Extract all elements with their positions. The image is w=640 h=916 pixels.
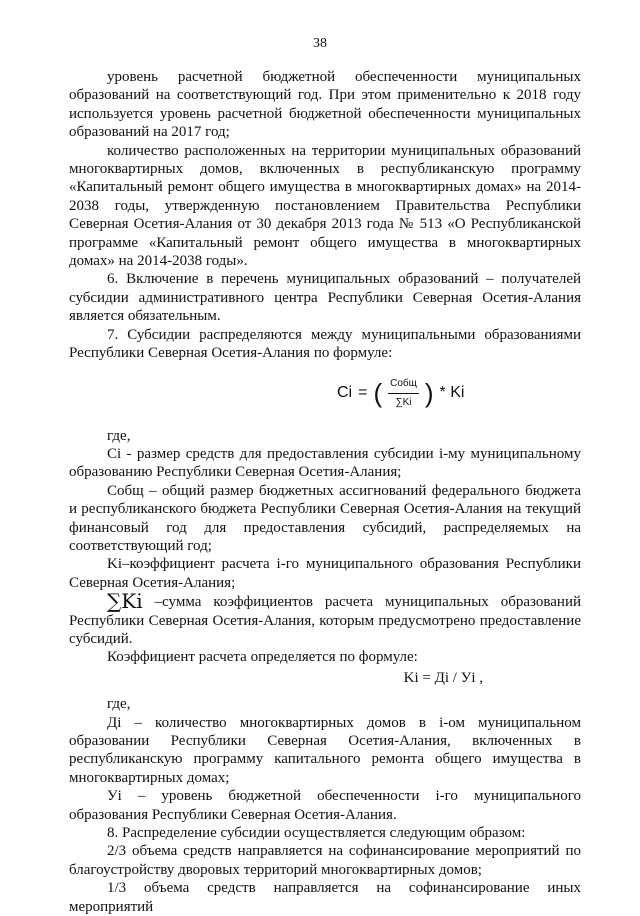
formula-fraction xyxy=(388,375,419,413)
definition xyxy=(69,589,581,648)
paragraph: 8. Распределение субсидии осуществляется следующим образом: xyxy=(107,825,526,842)
paragraph: 6. Включение в перечень муниципальных образований – получателей субсидии административного центра Республики Северная Осетия-Алания является обязательным. xyxy=(69,271,581,325)
formula-lhs: Ci xyxy=(337,384,353,402)
formula-tail: * Ki xyxy=(439,384,465,402)
document-body xyxy=(69,68,581,916)
definition: Дi – количество многоквартирных домов в i-ом муниципальном образовании Республики Северная Осетия-Алания, включенных в республиканскую программу капитального ремонта общего имущества в многоквартирных домах; xyxy=(69,714,581,786)
formula-equals: = xyxy=(358,384,368,402)
fraction-denominator: ∑Ki xyxy=(395,396,412,408)
paragraph: уровень расчетной бюджетной обеспеченности муниципальных образований на соответствующий год. При этом применительно к 2018 году используется уровень расчетной бюджетной обеспеченности муниципальных образований на 2017 год; xyxy=(69,69,581,141)
paragraph: 1/3 объема средств направляется на софинансирование иных мероприятий xyxy=(69,880,581,915)
paren-left-icon: ( xyxy=(373,378,383,409)
coefficient-formula: Ki = Дi / Уi , xyxy=(403,669,483,686)
definition: Ki–коэффициент расчета i-го муниципального образования Республики Северная Осетия-Алания; xyxy=(69,556,581,591)
definition: Уi – уровень бюджетной обеспеченности i-го муниципального образования Республики Северная Осетия-Алания. xyxy=(69,788,581,823)
paragraph: количество расположенных на территории муниципальных образований многоквартирных домов, включенных в республиканскую программу «Капитальный ремонт общего имущества в многоквартирных домах» на 2014-2038 годы, утвержденную постановлением Правительства Республики Северная Осетия-Алания от 30 декабря 2013 года № 513 «О Республиканской программе «Капитальный ремонт общего имущества в многоквартирных домах» на 2014-2038 годы». xyxy=(69,142,581,270)
where-label: где, xyxy=(107,696,131,713)
paragraph: Коэффициент расчета определяется по формуле: xyxy=(107,649,418,666)
definition: Ci - размер средств для предоставления субсидии i-му муниципальному образованию Республики Северная Осетия-Алания; xyxy=(69,445,581,481)
paragraph: 2/3 объема средств направляется на софинансирование мероприятий по благоустройству дворовых территорий многоквартирных домов; xyxy=(69,843,581,878)
sum-symbol: ∑Ki xyxy=(107,589,143,614)
paragraph: 7. Субсидии распределяются между муниципальными образованиями Республики Северная Осетия-Алания по формуле: xyxy=(69,326,581,362)
page-number: 38 xyxy=(313,36,327,51)
fraction-numerator: Cобщ xyxy=(388,375,419,394)
definition: Cобщ – общий размер бюджетных ассигнований федерального бюджета и республиканского бюджета Республики Северная Осетия-Алания на текущий финансовый год для предоставления субсидий, распределяемых на соответствующий год; xyxy=(69,482,581,554)
paren-right-icon: ) xyxy=(424,378,434,409)
subsidy-formula xyxy=(69,363,581,427)
where-label: где, xyxy=(107,427,131,444)
definition-text: –сумма коэффициентов расчета муниципальных образований Республики Северная Осетия-Алания, которым предусмотрено предоставление субсидий. xyxy=(69,594,581,647)
